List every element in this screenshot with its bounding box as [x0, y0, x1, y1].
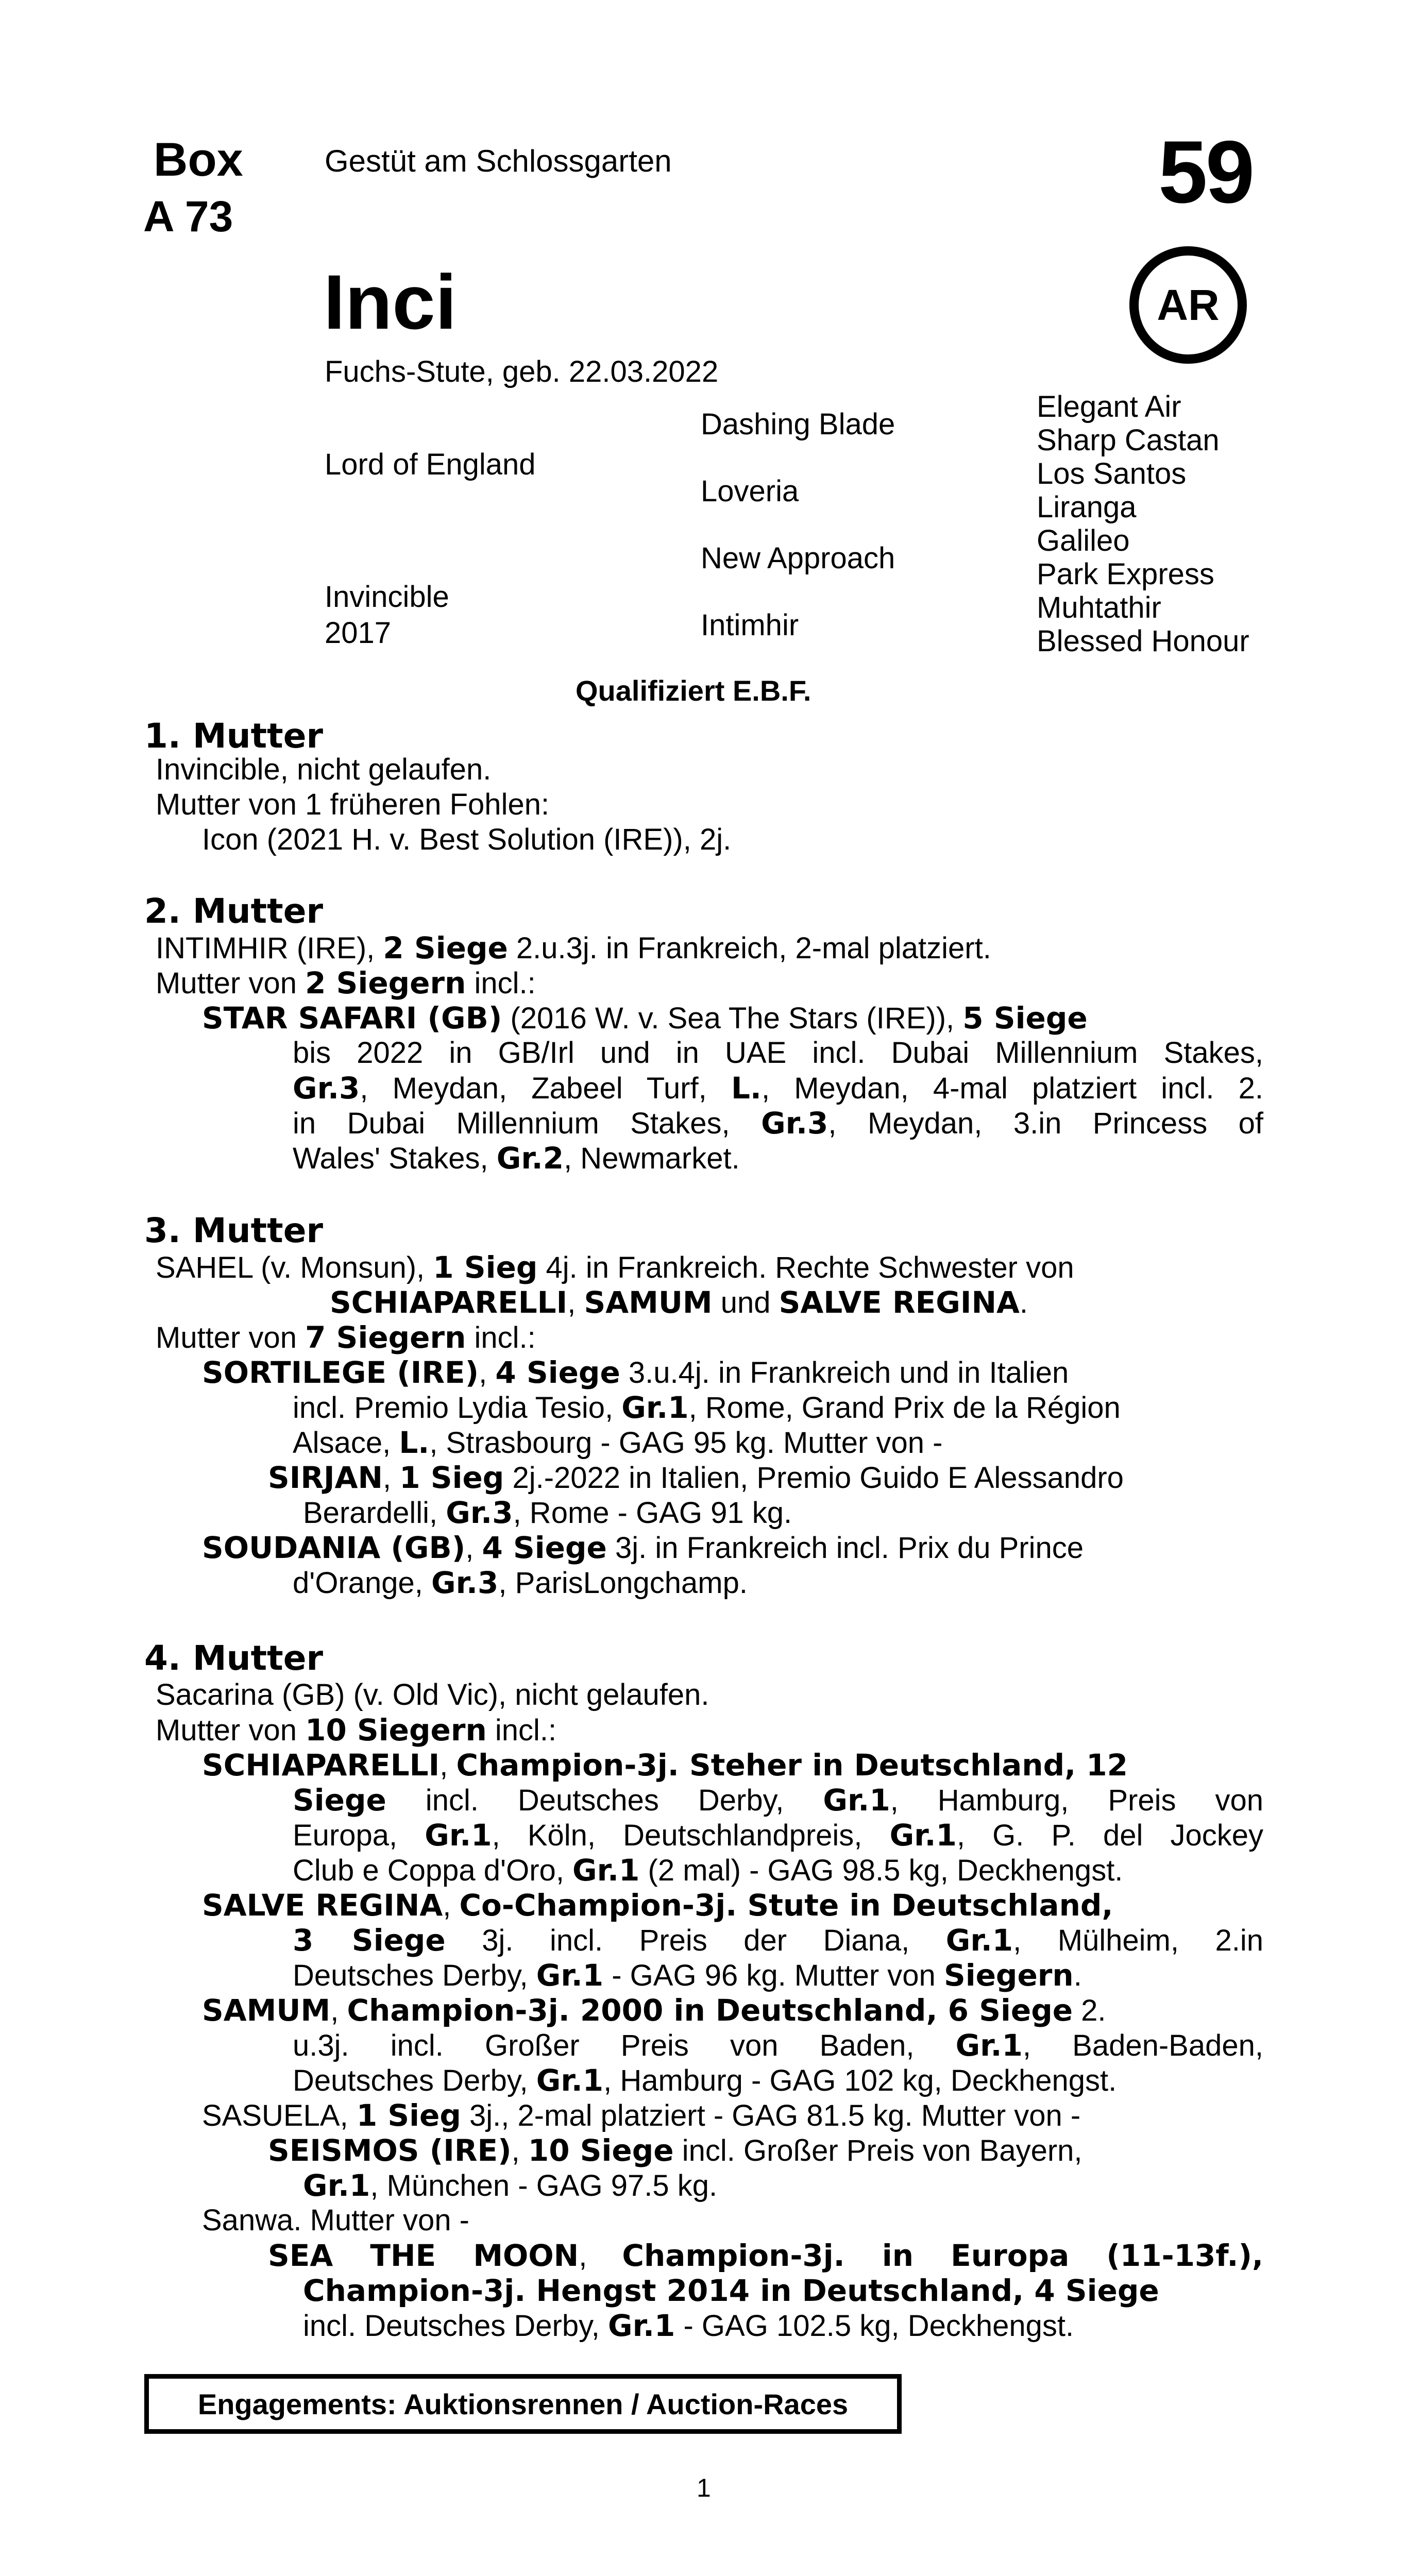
- text-line: Deutsches Derby, Gr.1, Hamburg - GAG 102 kg, Deckhengst.: [293, 2063, 1117, 2098]
- text-line: Mutter von 7 Siegern incl.:: [156, 1320, 536, 1355]
- text-line: STAR SAFARI (GB) (2016 W. v. Sea The Stars (IRE)), 5 Siege: [202, 1001, 1088, 1036]
- section-title: 2. Mutter: [144, 891, 324, 931]
- qualification-note: Qualifiziert E.B.F.: [576, 674, 811, 707]
- text-line: incl. Deutsches Derby, Gr.1 - GAG 102.5 kg, Deckhengst.: [303, 2308, 1074, 2343]
- text-line: SAMUM, Champion-3j. 2000 in Deutschland, 6 Siege 2.: [202, 1993, 1106, 2028]
- text-line: SALVE REGINA, Co-Champion-3j. Stute in Deutschland,: [202, 1888, 1113, 1923]
- text-line: in Dubai Millennium Stakes, Gr.3, Meydan, 3.in Princess of: [293, 1106, 1263, 1141]
- pedigree-sire: Lord of England: [325, 448, 536, 481]
- ar-badge-icon: [1129, 246, 1247, 364]
- pedigree-dam: Invincible: [325, 580, 449, 614]
- text-line: Siege incl. Deutsches Derby, Gr.1, Hamburg, Preis von: [293, 1783, 1263, 1818]
- text-line: incl. Premio Lydia Tesio, Gr.1, Rome, Grand Prix de la Région: [293, 1390, 1121, 1425]
- pedigree-great-grandparent: Elegant Air: [1037, 390, 1181, 423]
- text-line: Champion-3j. Hengst 2014 in Deutschland, 4 Siege: [303, 2273, 1159, 2308]
- breeder-name: Gestüt am Schlossgarten: [325, 144, 672, 178]
- text-line: SEISMOS (IRE), 10 Siege incl. Großer Preis von Bayern,: [268, 2133, 1082, 2168]
- text-line: SCHIAPARELLI, Champion-3j. Steher in Deutschland, 12: [202, 1748, 1128, 1783]
- text-line: 3 Siege 3j. incl. Preis der Diana, Gr.1, Mülheim, 2.in: [293, 1923, 1263, 1958]
- text-line: Sacarina (GB) (v. Old Vic), nicht gelaufen.: [156, 1678, 709, 1711]
- engagements-box: [144, 2374, 902, 2434]
- text-line: Alsace, L., Strasbourg - GAG 95 kg. Mutter von -: [293, 1425, 943, 1460]
- pedigree-great-grandparent: Sharp Castan: [1037, 423, 1220, 457]
- section-title: 1. Mutter: [144, 716, 324, 756]
- pedigree-great-grandparent: Galileo: [1037, 524, 1130, 557]
- section-title: 4. Mutter: [144, 1638, 324, 1678]
- horse-name: Inci: [324, 259, 457, 345]
- text-line: Sanwa. Mutter von -: [202, 2204, 469, 2237]
- text-line: Mutter von 10 Siegern incl.:: [156, 1713, 557, 1748]
- text-line: SASUELA, 1 Sieg 3j., 2-mal platziert - GAG 81.5 kg. Mutter von -: [202, 2098, 1081, 2133]
- text-line: u.3j. incl. Großer Preis von Baden, Gr.1, Baden-Baden,: [293, 2028, 1263, 2063]
- pedigree-grandparent: Dashing Blade: [701, 408, 895, 441]
- pedigree-grandparent: Intimhir: [701, 608, 799, 642]
- horse-description: Fuchs-Stute, geb. 22.03.2022: [325, 355, 719, 388]
- page-number: 1: [697, 2473, 711, 2502]
- lot-number: 59: [1158, 123, 1253, 222]
- box-label: Box: [154, 133, 243, 186]
- pedigree-great-grandparent: Liranga: [1037, 490, 1137, 524]
- text-line: Mutter von 1 früheren Fohlen:: [156, 788, 550, 821]
- text-line: SOUDANIA (GB), 4 Siege 3j. in Frankreich incl. Prix du Prince: [202, 1530, 1084, 1565]
- text-line: SCHIAPARELLI, SAMUM und SALVE REGINA.: [330, 1285, 1028, 1320]
- text-line: SORTILEGE (IRE), 4 Siege 3.u.4j. in Frankreich und in Italien: [202, 1355, 1069, 1390]
- text-line: SIRJAN, 1 Sieg 2j.-2022 in Italien, Premio Guido E Alessandro: [268, 1460, 1124, 1495]
- engagements-label: Engagements: Auktionsrennen / Auction-Races: [197, 2387, 849, 2420]
- pedigree-dam-year: 2017: [325, 616, 392, 650]
- text-line: Berardelli, Gr.3, Rome - GAG 91 kg.: [303, 1495, 792, 1530]
- pedigree-grandparent: New Approach: [701, 541, 895, 575]
- section-title: 3. Mutter: [144, 1211, 324, 1250]
- text-line: INTIMHIR (IRE), 2 Siege 2.u.3j. in Frankreich, 2-mal platziert.: [156, 930, 991, 965]
- text-line: SEA THE MOON, Champion-3j. in Europa (11-13f.),: [268, 2238, 1263, 2273]
- text-line: Club e Coppa d'Oro, Gr.1 (2 mal) - GAG 98.5 kg, Deckhengst.: [293, 1853, 1123, 1888]
- text-line: Mutter von 2 Siegern incl.:: [156, 965, 536, 1001]
- text-line: Gr.3, Meydan, Zabeel Turf, L., Meydan, 4-mal platziert incl. 2.: [293, 1071, 1263, 1106]
- text-line: Wales' Stakes, Gr.2, Newmarket.: [293, 1141, 740, 1176]
- text-line: Icon (2021 H. v. Best Solution (IRE)), 2j.: [202, 823, 732, 856]
- pedigree-great-grandparent: Los Santos: [1037, 457, 1187, 490]
- pedigree-grandparent: Loveria: [701, 474, 799, 508]
- box-number: A 73: [143, 192, 233, 241]
- text-line: Gr.1, München - GAG 97.5 kg.: [303, 2168, 718, 2203]
- text-line: Europa, Gr.1, Köln, Deutschlandpreis, Gr.1, G. P. del Jockey: [293, 1818, 1263, 1853]
- text-line: d'Orange, Gr.3, ParisLongchamp.: [293, 1565, 748, 1600]
- pedigree-great-grandparent: Blessed Honour: [1037, 624, 1249, 658]
- text-line: bis 2022 in GB/Irl und in UAE incl. Dubai Millennium Stakes,: [293, 1036, 1263, 1070]
- ar-badge-label: AR: [1157, 280, 1220, 329]
- pedigree-great-grandparent: Muhtathir: [1037, 591, 1161, 624]
- text-line: Deutsches Derby, Gr.1 - GAG 96 kg. Mutter von Siegern.: [293, 1958, 1082, 1993]
- pedigree-great-grandparent: Park Express: [1037, 557, 1214, 591]
- text-line: SAHEL (v. Monsun), 1 Sieg 4j. in Frankreich. Rechte Schwester von: [156, 1250, 1074, 1285]
- text-line: Invincible, nicht gelaufen.: [156, 753, 492, 786]
